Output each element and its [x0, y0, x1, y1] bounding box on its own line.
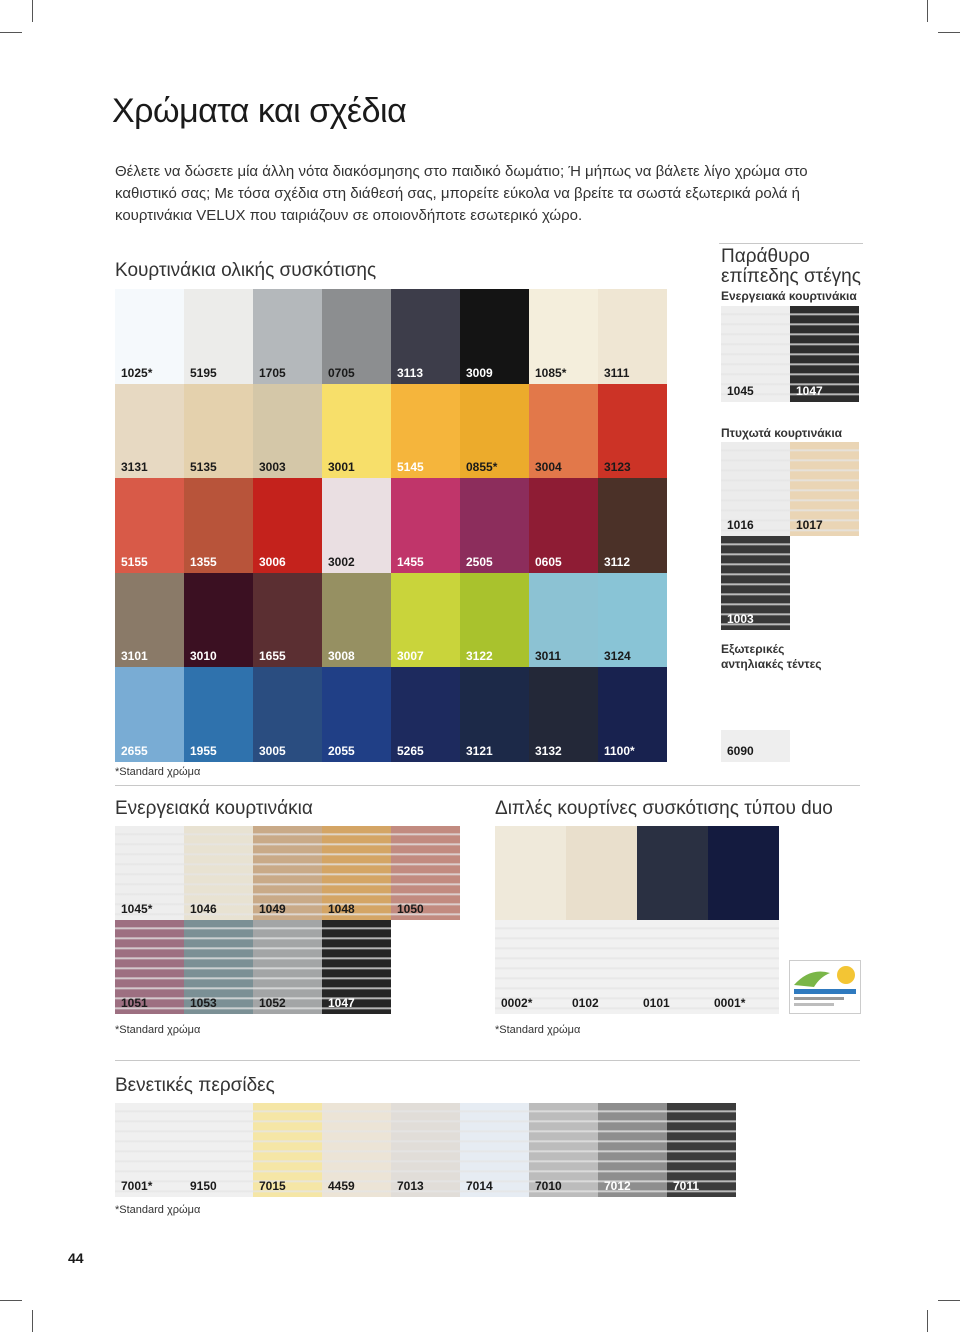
crop-mark — [32, 1310, 33, 1332]
color-swatch — [566, 826, 637, 920]
swatch-code: 2505 — [466, 554, 493, 569]
crop-mark — [927, 0, 928, 22]
color-swatch — [184, 826, 253, 920]
color-swatch — [637, 920, 708, 1014]
swatch-code: 1955 — [190, 743, 217, 758]
color-swatch — [460, 573, 529, 668]
swatch-code: 0001* — [714, 996, 746, 1010]
swatch-code: 3006 — [259, 554, 286, 569]
color-swatch — [495, 920, 566, 1014]
color-swatch — [598, 478, 667, 573]
color-swatch — [708, 920, 779, 1014]
swatch-code: 1045* — [121, 902, 153, 916]
color-swatch — [529, 667, 598, 762]
swatch-code: 5145 — [397, 460, 424, 475]
color-swatch — [184, 289, 253, 384]
color-swatch — [391, 289, 460, 384]
duo-swatch-grid — [495, 920, 779, 1014]
divider — [115, 785, 860, 786]
awning-swatch-grid — [721, 730, 790, 762]
duo-footnote: *Standard χρώμα — [495, 1024, 581, 1036]
color-swatch — [529, 289, 598, 384]
swatch-code: 9150 — [190, 1179, 217, 1193]
color-swatch — [391, 384, 460, 479]
swatch-code: 1050 — [397, 902, 424, 916]
swatch-code: 1047 — [328, 996, 355, 1010]
flat-roof-title-line2: επίπεδης στέγης — [721, 266, 861, 287]
swatch-code: 3124 — [604, 649, 631, 664]
color-swatch — [322, 667, 391, 762]
swatch-code: 7011 — [673, 1179, 700, 1193]
swatch-code: 1052 — [259, 996, 286, 1010]
color-swatch — [253, 384, 322, 479]
swatch-code: 2655 — [121, 743, 148, 758]
color-swatch — [322, 826, 391, 920]
swatch-code: 1048 — [328, 902, 355, 916]
swatch-code: 1053 — [190, 996, 217, 1010]
swatch-code: 2055 — [328, 743, 355, 758]
swatch-code: 1003 — [727, 612, 754, 626]
blackout-swatch-grid — [115, 289, 667, 762]
color-swatch — [598, 667, 667, 762]
swatch-code: 3010 — [190, 649, 217, 664]
crop-mark — [938, 32, 960, 33]
color-swatch — [115, 384, 184, 479]
flat-roof-energy-label: Ενεργειακά κουρτινάκια — [721, 289, 857, 303]
blackout-footnote: *Standard χρώμα — [115, 766, 201, 778]
color-swatch — [322, 573, 391, 668]
color-swatch — [460, 289, 529, 384]
swatch-code: 3131 — [121, 460, 148, 475]
crop-mark — [0, 32, 22, 33]
awning-label-line2: αντηλιακές τέντες — [721, 657, 822, 671]
color-swatch — [115, 573, 184, 668]
color-swatch — [253, 573, 322, 668]
color-swatch — [529, 384, 598, 479]
color-swatch — [598, 289, 667, 384]
crop-mark — [32, 0, 33, 22]
color-swatch — [637, 826, 708, 920]
swatch-code: 3121 — [466, 743, 493, 758]
color-swatch — [184, 1103, 253, 1197]
flat-roof-pleated-label: Πτυχωτά κουρτινάκια — [721, 426, 843, 440]
swatch-code: 5155 — [121, 554, 148, 569]
venetian-footnote: *Standard χρώμα — [115, 1204, 201, 1216]
swatch-code: 5265 — [397, 743, 424, 758]
duo-title: Διπλές κουρτίνες συσκότισης τύπου duo — [495, 798, 833, 819]
swatch-code: 1017 — [796, 518, 823, 532]
color-swatch — [495, 826, 566, 920]
color-swatch — [391, 478, 460, 573]
color-swatch — [253, 289, 322, 384]
swatch-code: 5195 — [190, 365, 217, 380]
color-swatch — [184, 478, 253, 573]
color-swatch — [529, 478, 598, 573]
swatch-code: 6090 — [727, 744, 754, 758]
color-swatch — [322, 384, 391, 479]
color-swatch — [253, 478, 322, 573]
swatch-code: 3003 — [259, 460, 286, 475]
color-swatch — [115, 289, 184, 384]
divider — [115, 1060, 860, 1061]
crop-mark — [0, 1300, 22, 1301]
swatch-code: 3002 — [328, 554, 355, 569]
swatch-code: 7010 — [535, 1179, 562, 1193]
swatch-code: 3132 — [535, 743, 562, 758]
swatch-code: 1045 — [727, 384, 754, 398]
color-swatch — [721, 536, 790, 630]
swatch-code: 1655 — [259, 649, 286, 664]
color-swatch — [460, 1103, 529, 1197]
color-swatch — [322, 1103, 391, 1197]
color-swatch — [391, 667, 460, 762]
color-swatch — [391, 826, 460, 920]
color-swatch — [253, 667, 322, 762]
flat-roof-pleated-single — [721, 536, 790, 630]
color-swatch — [253, 920, 322, 1014]
certification-logo — [789, 960, 861, 1014]
swatch-code: 1047 — [796, 384, 823, 398]
color-swatch — [322, 478, 391, 573]
energy-swatch-grid — [115, 826, 460, 1014]
swatch-code: 3007 — [397, 649, 424, 664]
color-swatch — [322, 920, 391, 1014]
swatch-code: 3123 — [604, 460, 631, 475]
swatch-code: 1051 — [121, 996, 148, 1010]
color-swatch — [184, 920, 253, 1014]
intro-paragraph: Θέλετε να δώσετε μία άλλη νότα διακόσμησης στο παιδικό δωμάτιο; Ή μήπως να βάλετε λίγο χρώμα στο καθιστικό σας; Με τόσα σχέδια στη διάθεσή σας, μπορείτε εύκολα να βρείτε τα σωστά εξωτερικά ρολά ή κουρτινάκια VELUX που ταιριάζουν σε οποιονδήποτε εσωτερικό χώρο. — [115, 163, 808, 224]
flat-roof-pleated-grid — [721, 442, 859, 536]
swatch-code: 5135 — [190, 460, 217, 475]
flat-roof-energy-grid — [721, 306, 859, 402]
swatch-code: 1355 — [190, 554, 217, 569]
color-swatch — [566, 920, 637, 1014]
color-swatch — [253, 826, 322, 920]
color-swatch — [790, 306, 859, 402]
duo-top-swatch-grid — [495, 826, 779, 920]
swatch-code: 7013 — [397, 1179, 424, 1193]
color-swatch — [391, 1103, 460, 1197]
color-swatch — [115, 478, 184, 573]
venetian-swatch-grid — [115, 1103, 736, 1197]
page-title: Χρώματα και σχέδια — [112, 92, 407, 130]
color-swatch — [115, 667, 184, 762]
blackout-title: Κουρτινάκια ολικής συσκότισης — [115, 260, 377, 281]
color-swatch — [598, 573, 667, 668]
swatch-code: 0605 — [535, 554, 562, 569]
energy-footnote: *Standard χρώμα — [115, 1024, 201, 1036]
color-swatch — [721, 442, 790, 536]
color-swatch — [460, 667, 529, 762]
color-swatch — [460, 384, 529, 479]
swatch-code: 1455 — [397, 554, 424, 569]
swatch-code: 0705 — [328, 365, 355, 380]
color-swatch — [322, 289, 391, 384]
swatch-code: 1085* — [535, 365, 567, 380]
swatch-code: 3009 — [466, 365, 493, 380]
swatch-code: 0855* — [466, 460, 498, 475]
color-swatch — [529, 573, 598, 668]
crop-mark — [927, 1310, 928, 1332]
awning-label-line1: Εξωτερικές — [721, 642, 785, 656]
swatch-code: 7014 — [466, 1179, 493, 1193]
color-swatch — [115, 920, 184, 1014]
swatch-code: 1025* — [121, 365, 153, 380]
swatch-code: 0102 — [572, 996, 599, 1010]
color-swatch — [391, 573, 460, 668]
swatch-code: 3111 — [604, 365, 630, 380]
swatch-code: 7015 — [259, 1179, 286, 1193]
swatch-code: 3011 — [535, 649, 562, 664]
venetian-title: Βενετικές περσίδες — [115, 1075, 275, 1096]
swatch-code: 1049 — [259, 902, 286, 916]
color-swatch — [708, 826, 779, 920]
swatch-code: 1016 — [727, 518, 754, 532]
swatch-code: 0101 — [643, 996, 670, 1010]
flat-roof-title-line1: Παράθυρο — [721, 246, 810, 267]
swatch-code: 3113 — [397, 365, 424, 380]
swatch-code: 0002* — [501, 996, 533, 1010]
color-swatch — [253, 1103, 322, 1197]
energy-title: Ενεργειακά κουρτινάκια — [115, 798, 313, 819]
color-swatch — [529, 1103, 598, 1197]
swatch-code: 7012 — [604, 1179, 631, 1193]
swatch-code: 3004 — [535, 460, 562, 475]
swatch-code: 3112 — [604, 554, 631, 569]
swatch-code: 3005 — [259, 743, 286, 758]
swatch-code: 7001* — [121, 1179, 153, 1193]
page-number: 44 — [68, 1250, 84, 1266]
color-swatch — [115, 826, 184, 920]
color-swatch — [460, 478, 529, 573]
swatch-code: 3001 — [328, 460, 355, 475]
swatch-code: 3122 — [466, 649, 493, 664]
swatch-code: 1100* — [604, 743, 635, 758]
color-swatch — [184, 384, 253, 479]
color-swatch — [790, 442, 859, 536]
swatch-code: 3008 — [328, 649, 355, 664]
color-swatch — [721, 730, 790, 762]
color-swatch — [598, 384, 667, 479]
color-swatch — [721, 306, 790, 402]
crop-mark — [938, 1300, 960, 1301]
swatch-code: 1705 — [259, 365, 286, 380]
color-swatch — [667, 1103, 736, 1197]
color-swatch — [115, 1103, 184, 1197]
divider — [719, 243, 863, 244]
color-swatch — [184, 667, 253, 762]
color-swatch — [598, 1103, 667, 1197]
color-swatch — [184, 573, 253, 668]
swatch-code: 4459 — [328, 1179, 355, 1193]
swatch-code: 1046 — [190, 902, 217, 916]
swatch-code: 3101 — [121, 649, 148, 664]
